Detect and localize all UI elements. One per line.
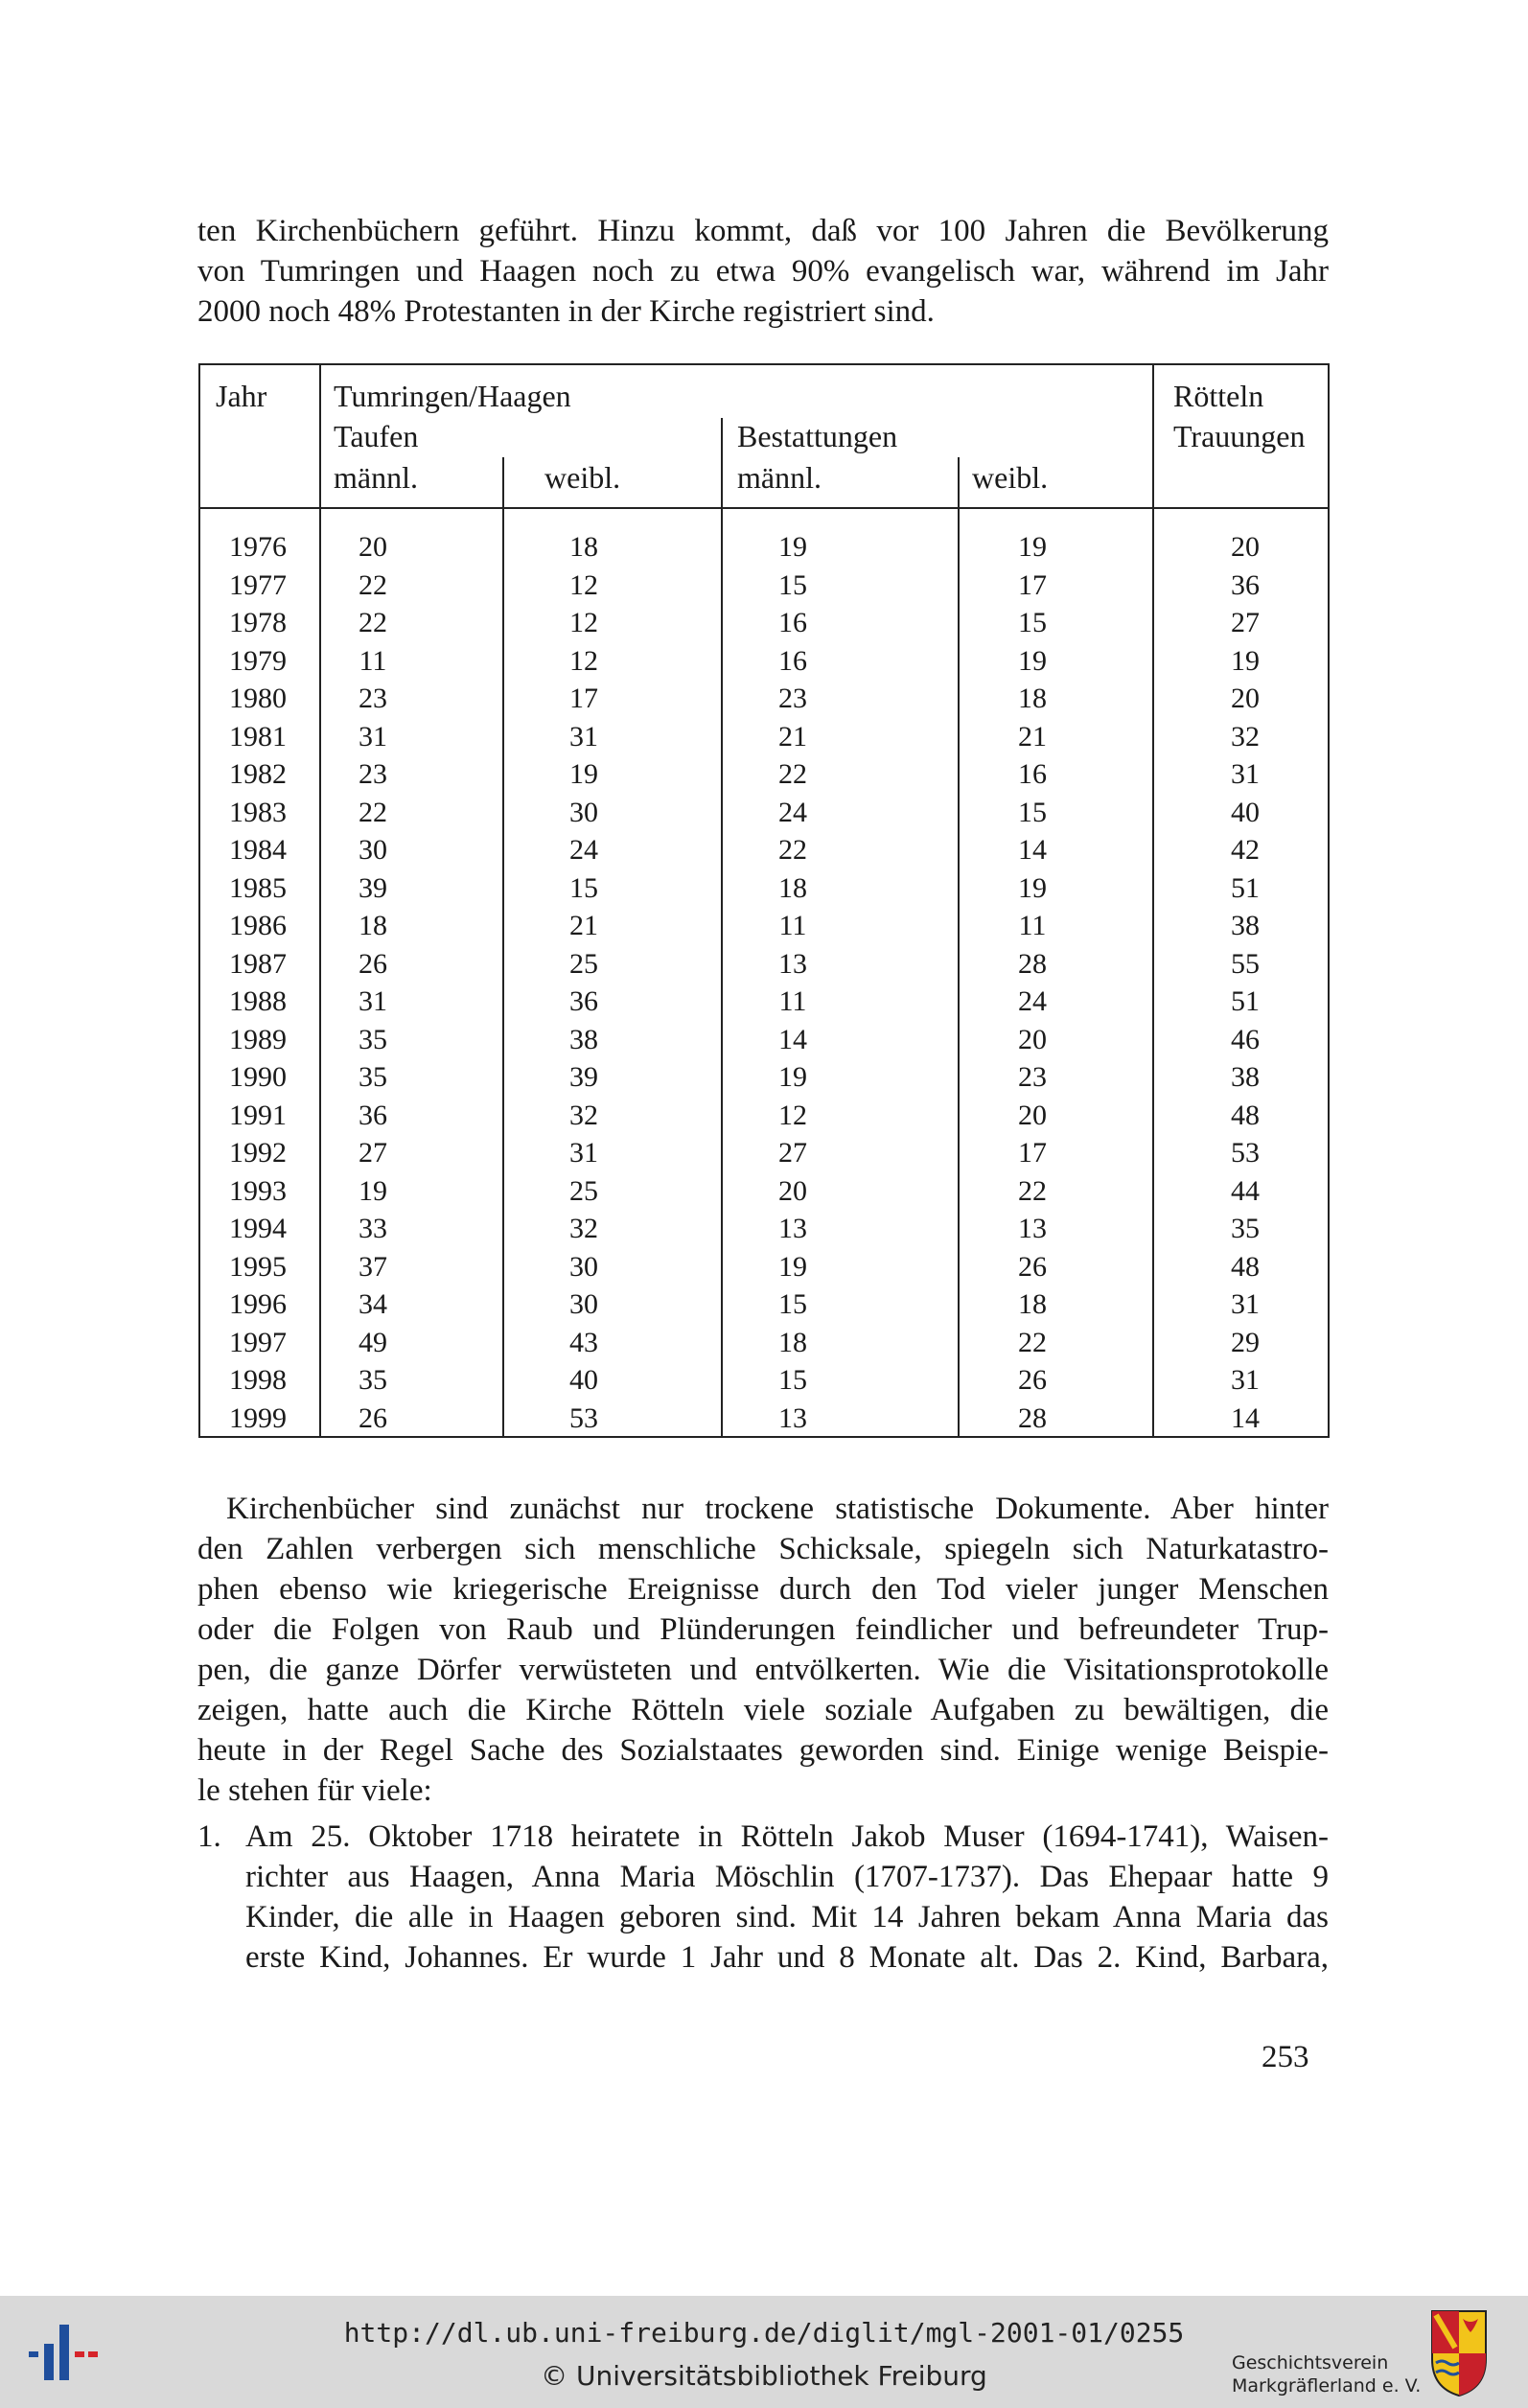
column-taufen-maennl [325,528,421,1437]
table-cell: 30 [569,796,598,828]
org-line: Geschichtsverein [1232,2352,1389,2373]
coat-of-arms-icon [1430,2309,1488,2397]
table-cell: 13 [778,947,807,980]
header-tumringen-haagen: Tumringen/Haagen [334,379,571,413]
table-cell: 38 [1231,1061,1260,1093]
column-best-weibl [984,528,1080,1437]
header-taufen: Taufen [334,419,419,453]
body-line: den Zahlen verbergen sich menschliche Schicksale, spiegeln sich Naturkatastro- [197,1532,1329,1566]
table-cell: 38 [569,1023,598,1055]
table-cell: 21 [1018,720,1047,752]
table-cell: 1981 [229,720,287,752]
column-trauungen [1197,528,1293,1437]
table-cell: 1987 [229,947,287,980]
table-cell: 19 [569,758,598,790]
table-cell: 14 [778,1023,807,1055]
intro-line: ten Kirchenbüchern geführt. Hinzu kommt, daß vor 100 Jahren die Bevölkerung [197,214,1329,248]
table-cell: 49 [359,1326,387,1358]
table-cell: 31 [359,985,387,1017]
table-cell: 13 [1018,1213,1047,1244]
intro-paragraph [197,211,1329,332]
table-cell: 43 [569,1326,598,1358]
column-taufen-weibl [536,528,632,1437]
table-cell: 17 [1018,568,1047,601]
body-line: le stehen für viele: [197,1773,432,1808]
table-cell: 32 [1231,720,1260,752]
footer-bar [0,2296,1528,2408]
table-cell: 27 [1231,607,1260,638]
table-cell: 1995 [229,1250,287,1283]
table-cell: 16 [778,607,807,638]
header-roetteln: Rötteln [1173,379,1264,413]
table-cell: 1998 [229,1364,287,1396]
table-cell: 53 [1231,1137,1260,1169]
table-cell: 20 [359,531,387,563]
table-cell: 35 [359,1023,387,1055]
table-cell: 34 [359,1288,387,1320]
table-cell: 11 [359,644,387,677]
table-cell: 15 [778,1288,807,1320]
table-cell: 26 [1018,1364,1047,1396]
table-cell: 31 [1231,758,1260,790]
table-cell: 35 [1231,1213,1260,1244]
table-header-rule [200,507,1328,509]
table-cell: 20 [1018,1023,1047,1055]
table-cell: 30 [569,1288,598,1320]
list-line: richter aus Haagen, Anna Maria Möschlin (1707-1737). Das Ehepaar hatte 9 [245,1860,1329,1894]
table-cell: 1977 [229,568,287,601]
table-cell: 1984 [229,834,287,866]
table-cell: 17 [1018,1137,1047,1169]
table-cell: 31 [359,720,387,752]
table-divider [721,418,723,1436]
table-cell: 16 [778,644,807,677]
table-cell: 44 [1231,1174,1260,1207]
table-cell: 26 [1018,1250,1047,1283]
table-cell: 1980 [229,683,287,714]
table-cell: 36 [359,1099,387,1131]
table-cell: 19 [1018,531,1047,563]
table-cell: 24 [569,834,598,866]
table-cell: 11 [1018,910,1047,941]
table-cell: 32 [569,1099,598,1131]
header-best-maennl: männl. [737,460,822,495]
table-cell: 25 [569,947,598,980]
footer-url[interactable]: http://dl.ub.uni-freiburg.de/diglit/mgl-2001-01/0255 [343,2317,1185,2349]
table-cell: 30 [359,834,387,866]
table-cell: 1999 [229,1401,287,1434]
table-cell: 28 [1018,947,1047,980]
table-cell: 1989 [229,1023,287,1055]
table-cell: 37 [359,1250,387,1283]
table-cell: 51 [1231,871,1260,904]
body-line: oder die Folgen von Raub und Plünderungen feindlicher und befreundeter Trup- [197,1612,1329,1647]
table-cell: 15 [778,1364,807,1396]
org-line: Markgräflerland e. V. [1232,2375,1422,2396]
list-item-number: 1. [197,1819,221,1854]
table-cell: 18 [359,910,387,941]
header-taufen-maennl: männl. [334,460,418,495]
column-jahr [210,528,306,1437]
table-cell: 12 [569,568,598,601]
table-cell: 17 [569,683,598,714]
table-cell: 1976 [229,531,287,563]
table-cell: 1978 [229,607,287,638]
table-cell: 31 [1231,1288,1260,1320]
table-cell: 13 [778,1213,807,1244]
table-cell: 39 [569,1061,598,1093]
table-cell: 32 [569,1213,598,1244]
table-cell: 18 [778,1326,807,1358]
table-cell: 11 [778,985,807,1017]
body-line: phen ebenso wie kriegerische Ereignisse durch den Tod vieler junger Menschen [197,1572,1329,1607]
table-cell: 36 [569,985,598,1017]
table-cell: 12 [569,644,598,677]
table-cell: 18 [1018,683,1047,714]
table-cell: 14 [1231,1401,1260,1434]
table-cell: 13 [778,1401,807,1434]
table-cell: 1982 [229,758,287,790]
table-cell: 20 [778,1174,807,1207]
table-cell: 1979 [229,644,287,677]
footer-organization [1232,2351,1421,2397]
column-best-maennl [745,528,841,1437]
table-cell: 16 [1018,758,1047,790]
table-cell: 23 [359,683,387,714]
table-cell: 35 [359,1364,387,1396]
table-cell: 19 [1018,871,1047,904]
table-cell: 22 [359,568,387,601]
table-cell: 22 [359,796,387,828]
table-cell: 15 [569,871,598,904]
table-divider [502,457,504,509]
table-cell: 35 [359,1061,387,1093]
table-cell: 42 [1231,834,1260,866]
table-cell: 1986 [229,910,287,941]
body-paragraph [197,1489,1329,1811]
table-cell: 26 [359,1401,387,1434]
table-cell: 40 [1231,796,1260,828]
table-cell: 15 [778,568,807,601]
table-cell: 27 [778,1137,807,1169]
table-cell: 19 [778,531,807,563]
table-cell: 1985 [229,871,287,904]
table-cell: 23 [778,683,807,714]
table-cell: 38 [1231,910,1260,941]
header-taufen-weibl: weibl. [544,460,621,495]
table-cell: 12 [569,607,598,638]
table-cell: 26 [359,947,387,980]
statistics-table [198,363,1330,1438]
table-cell: 22 [359,607,387,638]
header-jahr: Jahr [216,379,267,413]
table-cell: 18 [1018,1288,1047,1320]
table-cell: 19 [1231,644,1260,677]
header-bestattungen: Bestattungen [737,419,898,453]
table-divider [319,365,321,1436]
table-cell: 12 [778,1099,807,1131]
table-cell: 24 [1018,985,1047,1017]
table-cell: 15 [1018,796,1047,828]
table-cell: 18 [569,531,598,563]
table-cell: 55 [1231,947,1260,980]
table-cell: 22 [1018,1174,1047,1207]
table-cell: 23 [359,758,387,790]
table-divider [958,457,960,1436]
table-cell: 46 [1231,1023,1260,1055]
table-cell: 40 [569,1364,598,1396]
table-cell: 36 [1231,568,1260,601]
table-cell: 19 [778,1250,807,1283]
table-cell: 11 [778,910,807,941]
table-cell: 31 [569,720,598,752]
table-cell: 33 [359,1213,387,1244]
table-cell: 39 [359,871,387,904]
table-cell: 20 [1231,531,1260,563]
table-cell: 48 [1231,1250,1260,1283]
table-cell: 31 [1231,1364,1260,1396]
table-cell: 19 [1018,644,1047,677]
table-cell: 31 [569,1137,598,1169]
table-cell: 24 [778,796,807,828]
body-line: heute in der Regel Sache des Sozialstaates geworden sind. Einige wenige Beispie- [197,1733,1329,1768]
table-cell: 14 [1018,834,1047,866]
table-cell: 1993 [229,1174,287,1207]
table-cell: 22 [778,758,807,790]
table-cell: 1983 [229,796,287,828]
table-cell: 53 [569,1401,598,1434]
body-line: Kirchenbücher sind zunächst nur trockene statistische Dokumente. Aber hinter [226,1492,1329,1526]
table-cell: 28 [1018,1401,1047,1434]
table-cell: 15 [1018,607,1047,638]
table-cell: 20 [1018,1099,1047,1131]
table-divider [502,509,504,1436]
table-cell: 25 [569,1174,598,1207]
intro-line: 2000 noch 48% Protestanten in der Kirche registriert sind. [197,294,935,329]
table-cell: 29 [1231,1326,1260,1358]
page-number: 253 [1262,2040,1309,2074]
table-divider [1152,365,1154,1436]
header-trauungen: Trauungen [1173,419,1306,453]
table-cell: 19 [778,1061,807,1093]
footer-copyright: © Universitätsbibliothek Freiburg [541,2360,987,2392]
list-line: Kinder, die alle in Haagen geboren sind. Mit 14 Jahren bekam Anna Maria das [245,1900,1329,1934]
table-cell: 21 [778,720,807,752]
table-cell: 18 [778,871,807,904]
table-cell: 1988 [229,985,287,1017]
list-line: erste Kind, Johannes. Er wurde 1 Jahr und 8 Monate alt. Das 2. Kind, Barbara, [245,1940,1329,1975]
table-cell: 22 [1018,1326,1047,1358]
list-item-text [245,1817,1329,1978]
table-cell: 48 [1231,1099,1260,1131]
intro-line: von Tumringen und Haagen noch zu etwa 90% evangelisch war, während im Jahr [197,254,1329,289]
table-cell: 30 [569,1250,598,1283]
list-line: Am 25. Oktober 1718 heiratete in Rötteln Jakob Muser (1694-1741), Waisen- [245,1819,1329,1854]
table-cell: 22 [778,834,807,866]
table-cell: 23 [1018,1061,1047,1093]
table-cell: 1992 [229,1137,287,1169]
header-best-weibl: weibl. [972,460,1049,495]
table-cell: 1994 [229,1213,287,1244]
table-cell: 27 [359,1137,387,1169]
table-cell: 20 [1231,683,1260,714]
table-cell: 1996 [229,1288,287,1320]
table-cell: 1997 [229,1326,287,1358]
body-line: pen, die ganze Dörfer verwüsteten und entvölkerten. Wie die Visitationsprotokolle [197,1653,1329,1687]
table-cell: 19 [359,1174,387,1207]
table-cell: 51 [1231,985,1260,1017]
table-cell: 1990 [229,1061,287,1093]
table-cell: 21 [569,910,598,941]
body-line: zeigen, hatte auch die Kirche Rötteln viele soziale Aufgaben zu bewältigen, die [197,1693,1329,1727]
table-cell: 1991 [229,1099,287,1131]
